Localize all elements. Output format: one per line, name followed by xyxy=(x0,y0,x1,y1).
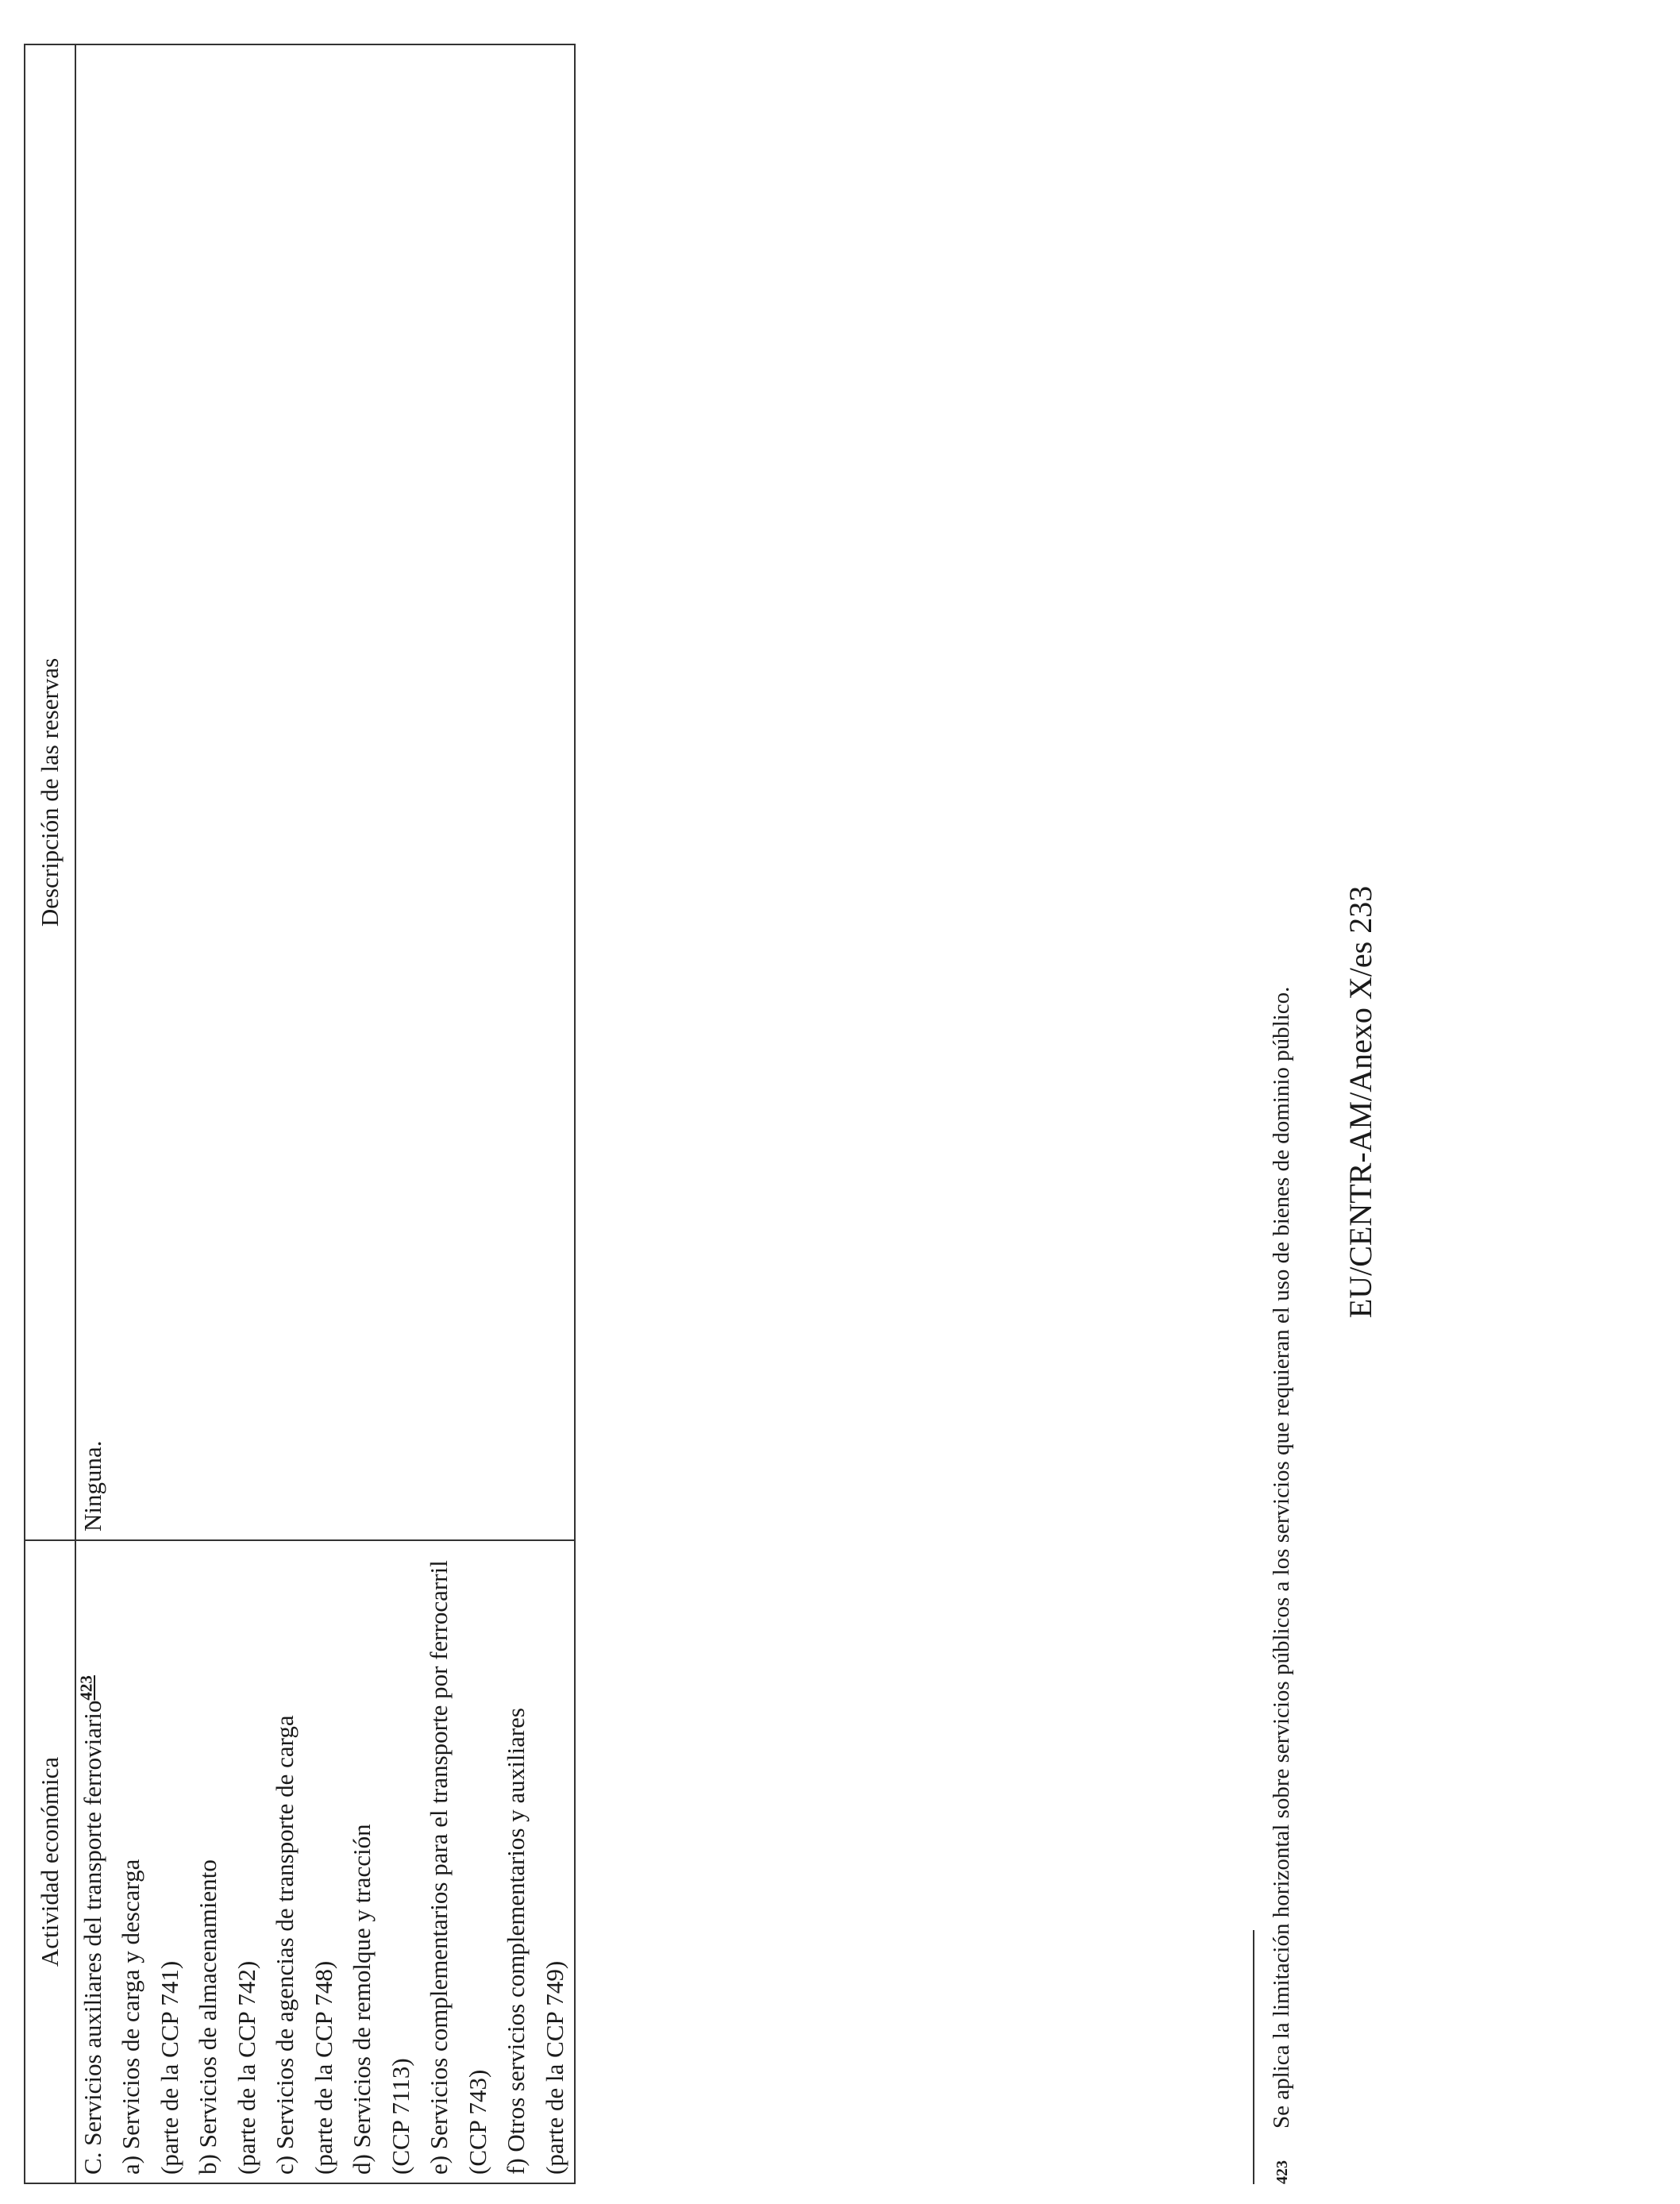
activity-item-a: a) Servicios de carga y descarga xyxy=(117,1859,145,2175)
reservations-table xyxy=(24,44,576,2184)
activity-item-c: c) Servicios de agencias de transporte de carga xyxy=(271,1715,299,2175)
description-cell: Ninguna. xyxy=(75,44,575,1540)
header-descripcion-reservas: Descripción de las reservas xyxy=(25,44,75,1540)
activity-title-line xyxy=(76,1549,106,2175)
activity-cell xyxy=(75,1540,575,2183)
table-header-row xyxy=(25,44,75,2183)
footnote-number: 423 xyxy=(1273,2160,1291,2184)
activity-item-e-ccp: (CCP 743) xyxy=(463,2069,491,2175)
activity-item-d: d) Servicios de remolque y tracción xyxy=(348,1824,376,2175)
activity-item-e: e) Servicios complementarios para el transporte por ferrocarril xyxy=(425,1560,453,2175)
footnote-reference[interactable]: 423 xyxy=(76,1675,96,1701)
activity-item-d-ccp: (CCP 7113) xyxy=(386,2058,414,2175)
footnote xyxy=(1269,120,1295,2184)
activity-item-b: b) Servicios de almacenamiento xyxy=(194,1859,222,2175)
activity-item-b-ccp: (parte de la CCP 742) xyxy=(232,1960,260,2175)
activity-item-f: f) Otros servicios complementarios y auxiliares xyxy=(502,1708,530,2175)
activity-item-c-ccp: (parte de la CCP 748) xyxy=(309,1960,337,2175)
table-row xyxy=(75,44,575,2183)
header-actividad-economica: Actividad económica xyxy=(25,1540,75,2183)
footnote-divider xyxy=(1253,1930,1254,2184)
page-footer: EU/CENTR-AM/Anexo X/es 233 xyxy=(1343,885,1378,1319)
activity-item-f-ccp: (parte de la CCP 749) xyxy=(540,1960,568,2175)
footnote-text: Se aplica la limitación horizontal sobre servicios públicos a los servicios que requieran el uso de bienes de dominio público. xyxy=(1269,986,1294,2129)
activity-item-a-ccp: (parte de la CCP 741) xyxy=(155,1960,183,2175)
activity-title: C. Servicios auxiliares del transporte ferroviario xyxy=(79,1700,106,2175)
